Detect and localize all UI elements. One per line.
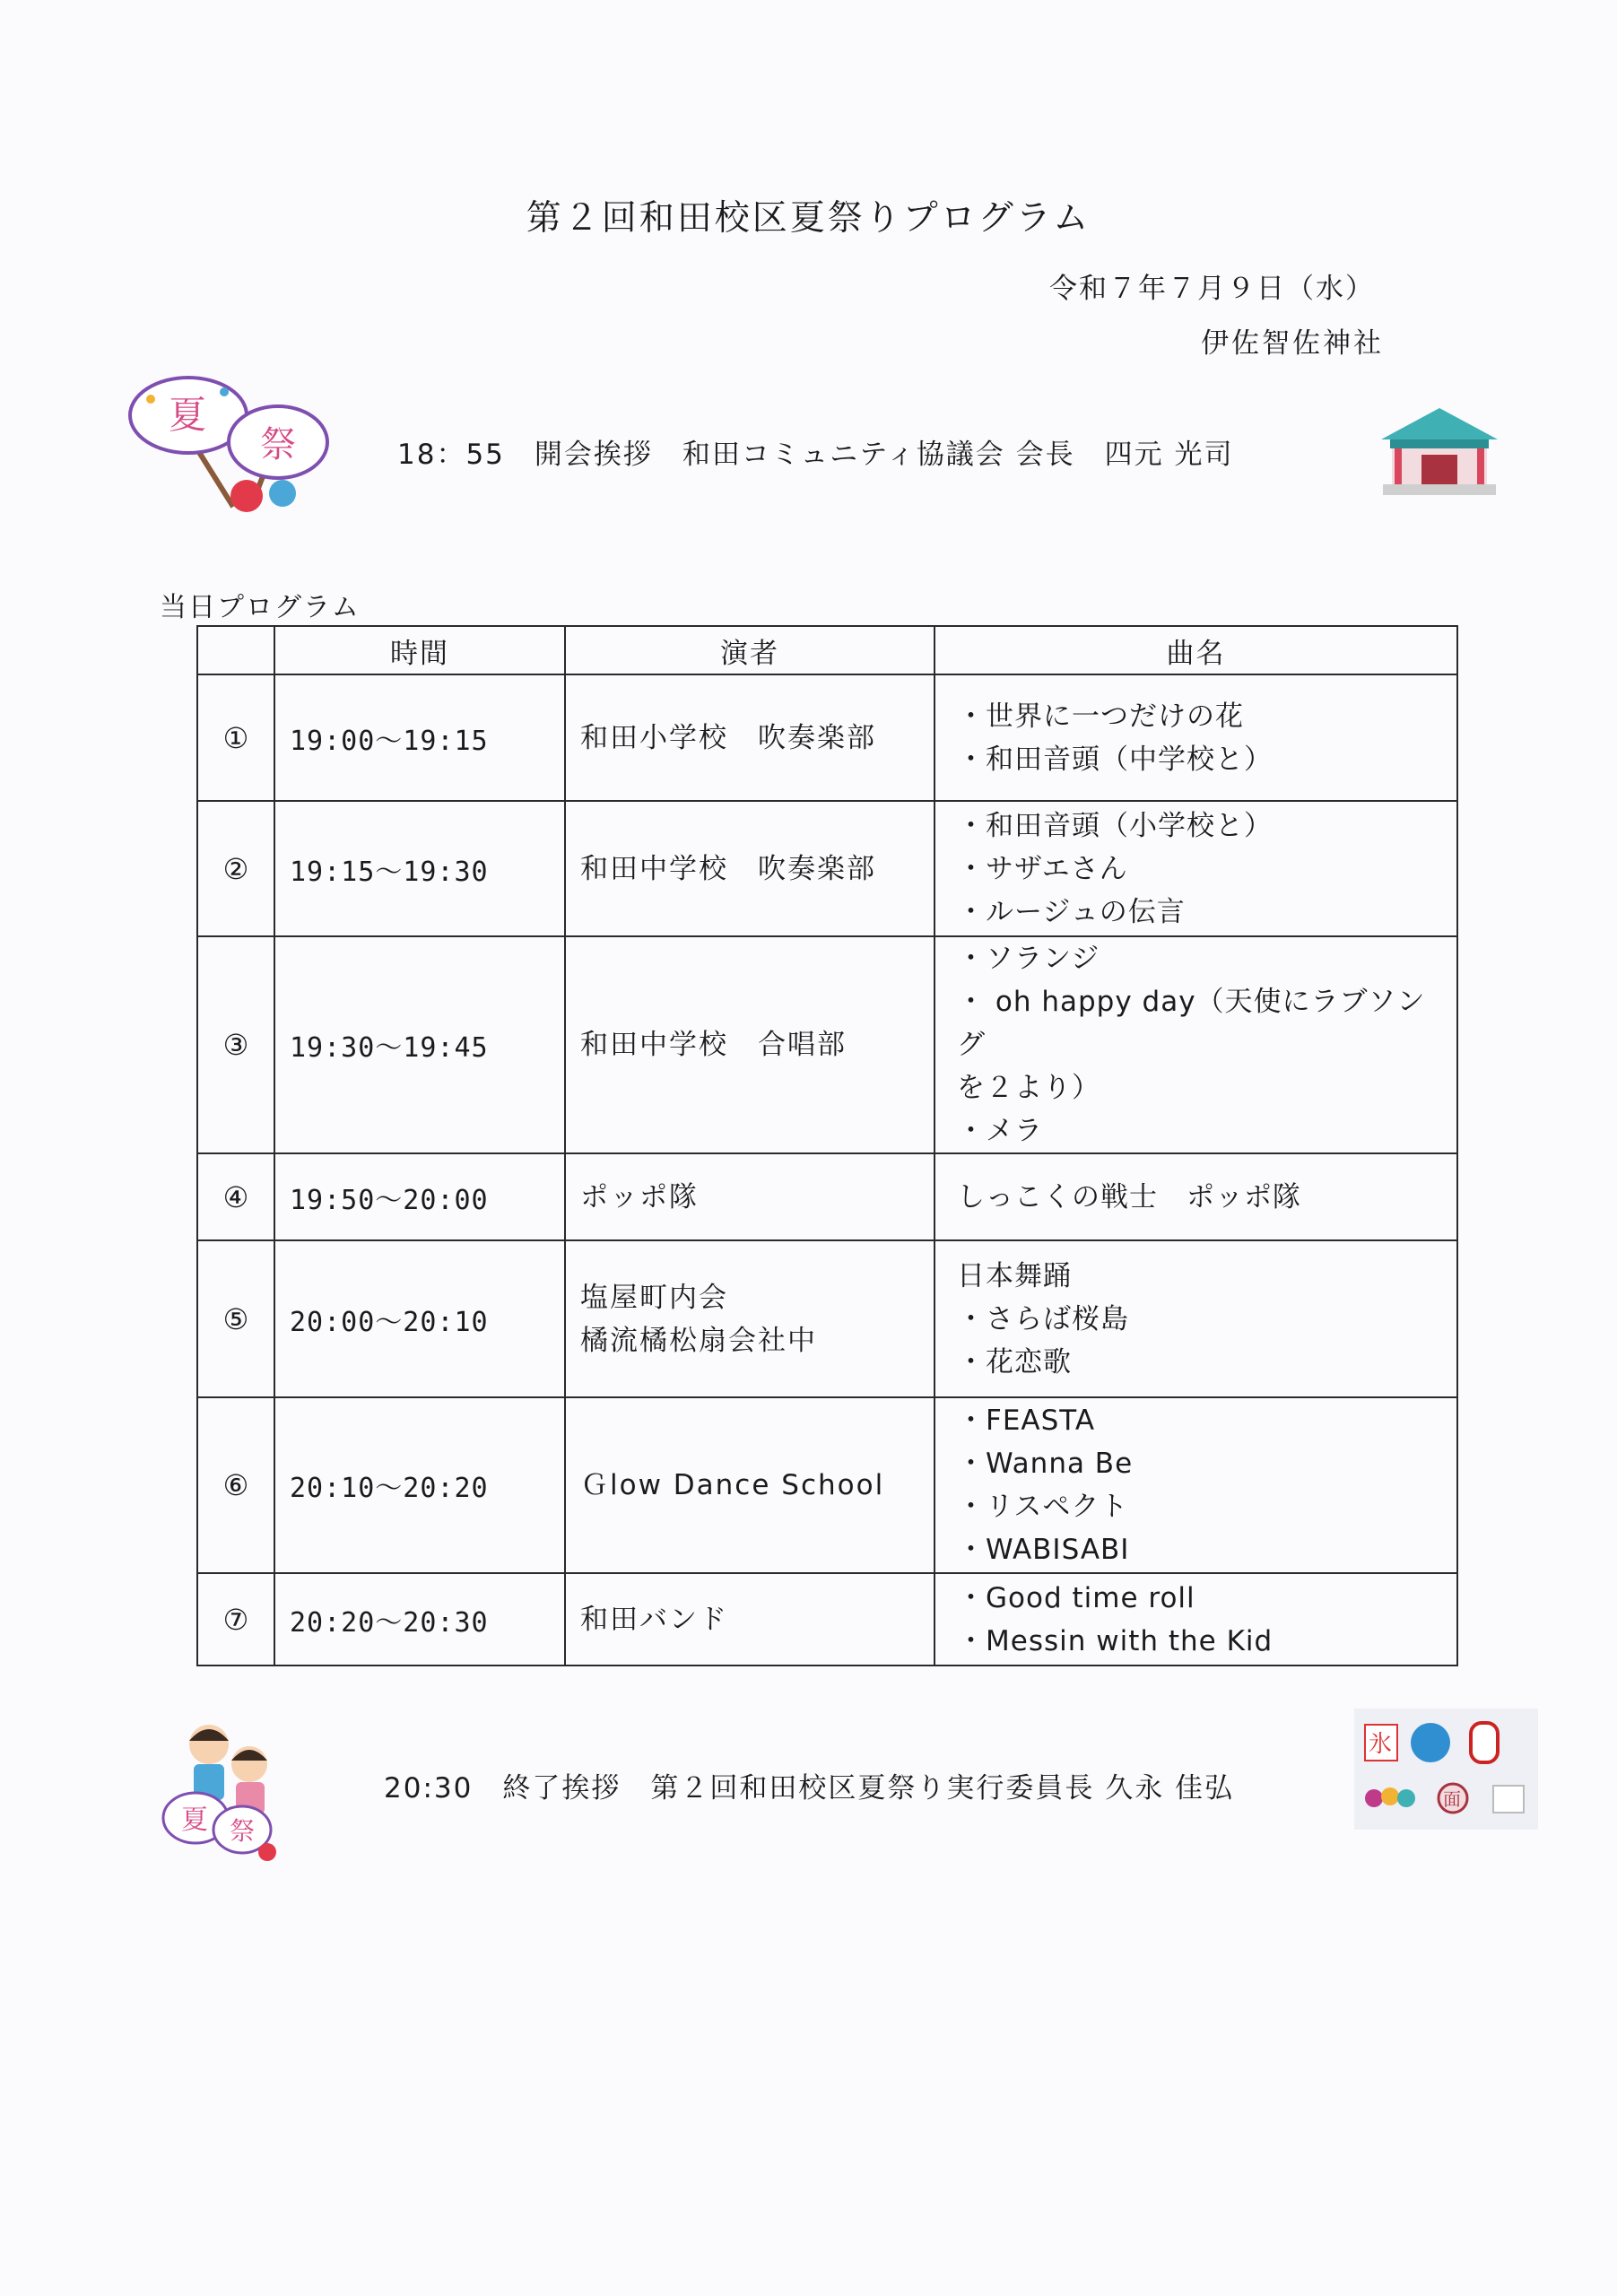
song-item: ・ oh happy day（天使にラブソング xyxy=(957,986,1426,1061)
header-time: 時間 xyxy=(274,626,565,674)
row-songs xyxy=(935,1397,1457,1573)
summer-festival-fans-icon xyxy=(126,372,341,525)
table-row xyxy=(197,1153,1457,1240)
table-header-row xyxy=(197,626,1457,674)
row-performer: Ｇlow Dance School xyxy=(565,1397,935,1573)
row-time: 20:20～20:30 xyxy=(274,1573,565,1665)
row-time: 19:00～19:15 xyxy=(274,674,565,801)
song-item: を２より） xyxy=(957,1072,1100,1104)
event-venue: 伊佐智佐神社 xyxy=(1201,327,1384,360)
program-table xyxy=(196,625,1458,1666)
song-item: ・メラ xyxy=(957,1115,1043,1147)
table-row xyxy=(197,936,1457,1153)
row-songs xyxy=(935,1240,1457,1397)
section-title: 当日プログラム xyxy=(160,592,361,623)
row-songs xyxy=(935,936,1457,1153)
row-time: 19:50～20:00 xyxy=(274,1153,565,1240)
row-time: 20:10～20:20 xyxy=(274,1397,565,1573)
row-songs xyxy=(935,1153,1457,1240)
song-item: ・Wanna Be xyxy=(957,1448,1134,1480)
row-time: 19:15～19:30 xyxy=(274,801,565,936)
row-songs xyxy=(935,1573,1457,1665)
song-item: ・Messin with the Kid xyxy=(957,1624,1274,1657)
kids-festival-icon xyxy=(160,1718,294,1866)
song-item: ・WABISABI xyxy=(957,1534,1130,1566)
song-item: ・FEASTA xyxy=(957,1405,1096,1437)
song-item: ・ソランジ xyxy=(957,943,1100,975)
table-row xyxy=(197,1397,1457,1573)
row-number: ① xyxy=(197,674,274,801)
stall-sign-mask: 面 xyxy=(1443,1788,1461,1810)
table-row xyxy=(197,801,1457,936)
kids-fan-char-2: 祭 xyxy=(230,1816,256,1846)
row-performer: ポッポ隊 xyxy=(565,1153,935,1240)
header-num xyxy=(197,626,274,674)
song-item: しっこくの戦士 ポッポ隊 xyxy=(957,1180,1301,1213)
row-performer: 和田バンド xyxy=(565,1573,935,1665)
row-performer: 塩屋町内会 橘流橘松扇会社中 xyxy=(565,1240,935,1397)
opening-remarks: 18：55 開会挨拶 和田コミュニティ協議会 会長 四元 光司 xyxy=(397,439,1234,471)
row-number: ⑤ xyxy=(197,1240,274,1397)
event-date: 令和７年７月９日（水） xyxy=(1049,273,1375,305)
row-number: ② xyxy=(197,801,274,936)
song-item: ・花恋歌 xyxy=(957,1345,1072,1378)
song-item: ・サザエさん xyxy=(957,852,1128,885)
kids-fan-char-1: 夏 xyxy=(181,1805,208,1836)
row-performer: 和田中学校 合唱部 xyxy=(565,936,935,1153)
fan-char-2: 祭 xyxy=(260,424,296,465)
song-item: ・リスペクト xyxy=(957,1491,1129,1523)
song-item: 日本舞踊 xyxy=(957,1259,1072,1292)
row-time: 19:30～19:45 xyxy=(274,936,565,1153)
closing-remarks: 20:30 終了挨拶 第２回和田校区夏祭り実行委員長 久永 佳弘 xyxy=(384,1772,1235,1805)
song-item: ・世界に一つだけの花 xyxy=(957,700,1244,733)
header-performer: 演者 xyxy=(565,626,935,674)
header-songs: 曲名 xyxy=(935,626,1457,674)
song-item: ・さらば桜島 xyxy=(957,1302,1129,1335)
song-item: ・和田音頭（小学校と） xyxy=(957,809,1273,842)
table-row xyxy=(197,1240,1457,1397)
table-row xyxy=(197,1573,1457,1665)
row-time: 20:00～20:10 xyxy=(274,1240,565,1397)
row-performer: 和田小学校 吹奏楽部 xyxy=(565,674,935,801)
row-songs xyxy=(935,674,1457,801)
fan-char-1: 夏 xyxy=(169,393,207,437)
festival-stalls-icon xyxy=(1354,1709,1538,1830)
shrine-icon xyxy=(1372,399,1507,502)
song-item: ・和田音頭（中学校と） xyxy=(957,743,1273,776)
row-number: ⑥ xyxy=(197,1397,274,1573)
row-performer: 和田中学校 吹奏楽部 xyxy=(565,801,935,936)
song-item: ・ルージュの伝言 xyxy=(957,895,1186,928)
row-number: ④ xyxy=(197,1153,274,1240)
row-number: ⑦ xyxy=(197,1573,274,1665)
table-row xyxy=(197,674,1457,801)
stall-sign-ice: 氷 xyxy=(1369,1731,1393,1758)
row-songs xyxy=(935,801,1457,936)
row-number: ③ xyxy=(197,936,274,1153)
page-title: 第２回和田校区夏祭りプログラム xyxy=(526,198,1091,239)
song-item: ・Good time roll xyxy=(957,1581,1195,1614)
